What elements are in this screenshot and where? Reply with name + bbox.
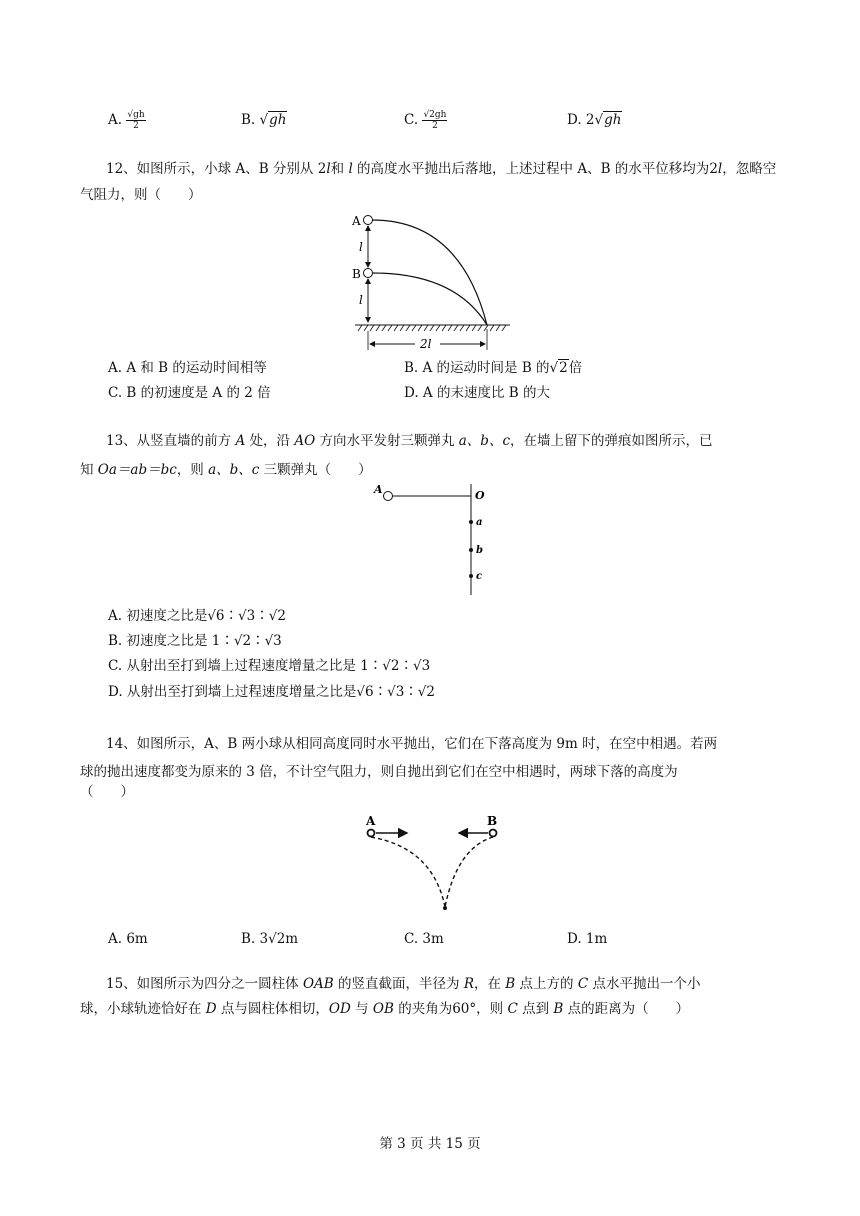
stem-text: ，在墙上留下的弹痕如图所示，已 [510,433,713,449]
q13-stem-line2 [80,457,372,483]
stem-text: 的高度水平抛出后落地，上述过程中 A、B 的水平位移均为 [352,161,710,177]
ball-b [490,830,497,837]
radicand: 2 [559,360,568,376]
q13-option-b: B. 初速度之比是 1∶√2∶√3 [108,633,282,649]
q14-stem-line1: 14、如图所示，A、B 两小球从相同高度同时水平抛出，它们在下落高度为 9m 时，在空中相遇。若两 [106,736,718,752]
ball-a [364,216,373,225]
stem-text: 处，沿 [245,433,295,449]
meeting-point [443,906,447,910]
q12-stem [80,156,780,208]
math-var: l [348,161,353,177]
q11-option-b [241,110,287,130]
q14-option-d: D. 1m [567,931,608,947]
stem-text: ，忽略空气阻力，则（ ） [80,161,777,203]
label-2l: 2l [420,337,432,351]
fraction-denominator: 2 [133,121,139,131]
ball-a [368,830,375,837]
radicand: gh [269,112,287,128]
q12-option-a: A. A 和 B 的运动时间相等 [108,360,267,376]
q11-option-a [108,110,146,131]
label-a: A [366,814,376,828]
q14-option-b: B. 3√2m [241,931,299,947]
stem-text: 12、如图所示，小球 A、B 分别从 2 [106,161,327,177]
stem-text: 方向水平发射三颗弹丸 [315,433,459,449]
trajectory-b [445,837,493,907]
label-a: A [352,214,361,228]
math-var: B [505,976,516,992]
stem-text: 知 [80,462,98,478]
math-var: OD [328,1001,351,1017]
q11-option-c [404,110,447,131]
label-c: c [476,571,483,582]
math-var: OB [372,1001,394,1017]
q13-stem [80,428,780,454]
math-var: C [577,976,589,992]
stem-text: 点到 [517,1001,554,1017]
math-var: D [205,1001,217,1017]
sqrt-expression: √2 [549,360,568,376]
math-var: AO [294,433,316,449]
q13-option-d: D. 从射出至打到墙上过程速度增量之比是√6∶√3∶√2 [108,684,435,700]
q13-option-a: A. 初速度之比是√6∶√3∶√2 [108,608,286,624]
math-var: l [326,161,331,177]
option-label: B. [241,112,256,128]
mark-c [469,574,473,578]
stem-text: 2 [709,161,718,177]
option-text: 倍 [568,360,583,376]
math-var: OAB [302,976,334,992]
label-b: b [476,545,483,556]
fraction-numerator: √gh [127,110,145,120]
stem-text: 球，小球轨迹恰好在 [80,1001,206,1017]
q15-stem-line2 [80,996,689,1022]
math-var: B [553,1001,564,1017]
stem-text: 与 [350,1001,373,1017]
stem-text: 点上方的 [515,976,578,992]
sqrt-expression: √gh [594,112,622,128]
math-var: R [463,976,474,992]
q14-stem-line3: （ ） [80,784,134,800]
stem-text: 点的距离为（ ） [563,1001,690,1017]
sqrt-expression: √gh [259,112,287,128]
stem-text: 三颗弹丸（ ） [259,462,372,478]
q13-option-c: C. 从射出至打到墙上过程速度增量之比是 1∶√2∶√3 [108,658,431,674]
page-footer: 第 3 页 共 15 页 [379,1136,481,1152]
label-l-lower: l [359,293,363,307]
stem-text: 点水平抛出一个小 [588,976,701,992]
stem-text: 的竖直截面，半径为 [333,976,464,992]
option-label: D. 2 [567,112,595,128]
label-l-upper: l [359,240,363,254]
trajectory-a [371,837,445,907]
q14-option-c: C. 3m [404,931,444,947]
stem-text: 13、从竖直墙的前方 [106,433,236,449]
math-var: a、b、c [458,433,511,449]
q12-diagram [340,205,525,355]
option-text: B. A 的运动时间是 B 的 [404,360,550,376]
q12-option-d: D. A 的末速度比 B 的大 [404,385,550,401]
fraction [422,110,447,131]
q11-option-d [567,110,622,130]
math-var: l [717,161,723,177]
q14-diagram [355,808,515,916]
fraction-numerator: √2gh [423,110,447,120]
mark-b [469,548,473,552]
fraction [126,110,145,131]
stem-text: 15、如图所示为四分之一圆柱体 [106,976,303,992]
q15-stem-line1 [80,971,780,997]
fraction-denominator: 2 [432,121,438,131]
point-a [384,492,393,501]
q13-diagram [365,480,495,598]
label-a: a [476,517,483,528]
math-var: C [507,1001,518,1017]
mark-a [469,520,473,524]
trajectory-b [372,273,487,325]
stem-text: ，在 [474,976,506,992]
stem-text: 点与圆柱体相切， [216,1001,329,1017]
trajectory-a [372,220,487,325]
radicand: gh [604,112,622,128]
stem-text: 的夹角为60°，则 [393,1001,508,1017]
q12-option-c: C. B 的初速度是 A 的 2 倍 [108,385,271,401]
ball-b [364,269,373,278]
math-expression: Oa＝ab＝bc [97,462,177,478]
label-o: O [475,489,485,502]
q14-option-a: A. 6m [108,931,148,947]
option-label: A. [108,112,123,128]
q12-option-b [404,358,582,378]
label-b: B [487,814,498,828]
stem-text: ，则 [176,462,209,478]
math-var: A [235,433,246,449]
option-label: C. [404,112,419,128]
stem-text: 和 [330,161,349,177]
q14-stem-line2: 球的抛出速度都变为原来的 3 倍，不计空气阻力，则自抛出到它们在空中相遇时，两球下落的高度为 [80,764,678,780]
label-a-point: A [374,483,383,496]
math-var: a、b、c [208,462,260,478]
label-b: B [352,267,361,281]
